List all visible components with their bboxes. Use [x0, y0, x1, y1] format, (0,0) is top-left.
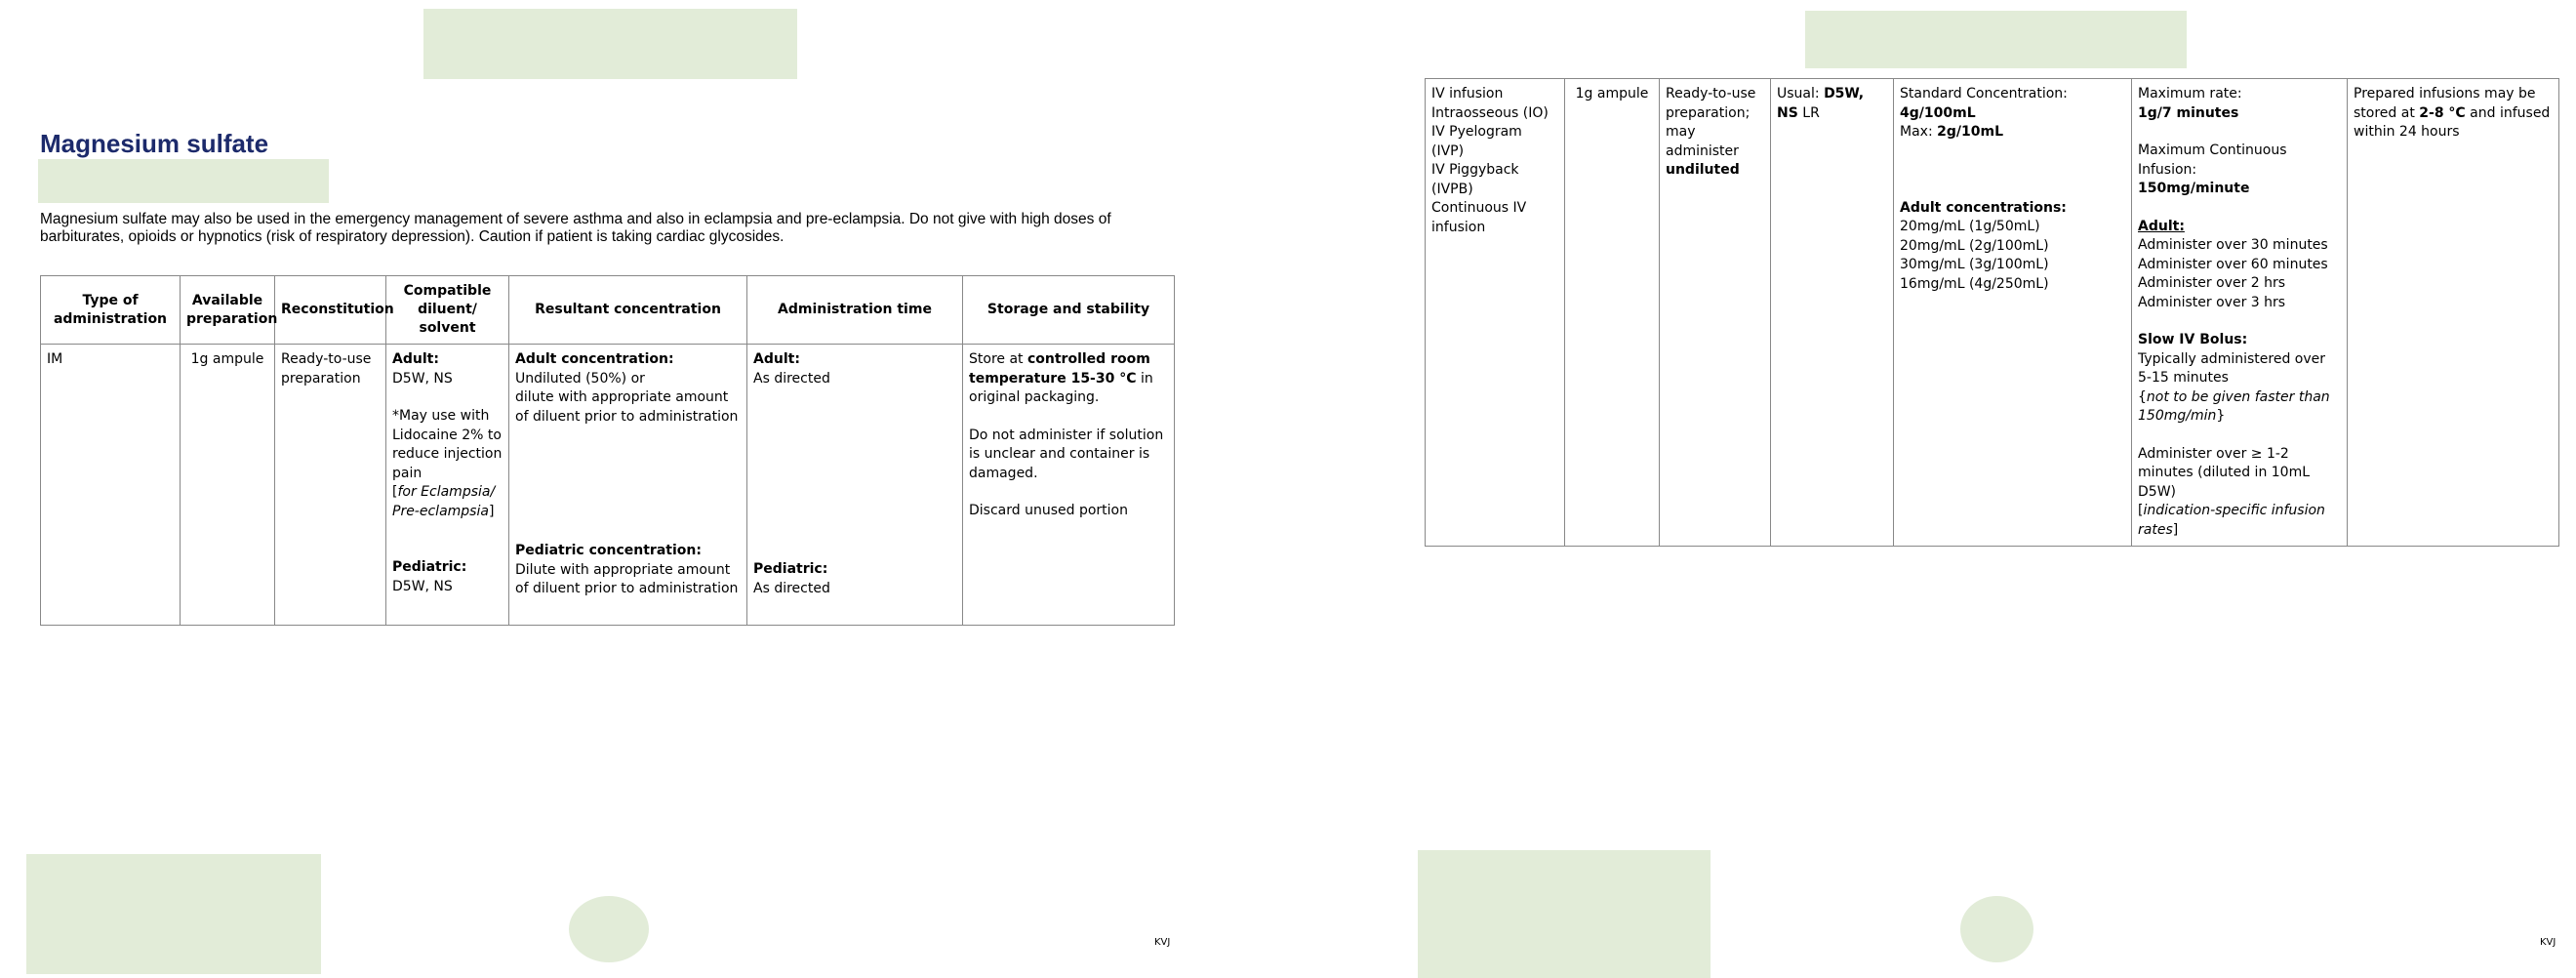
time-continuous-label: Maximum Continuous Infusion:: [2138, 143, 2287, 178]
conc-pediatric-label: Pediatric concentration:: [515, 543, 702, 558]
time-final-indication: [indication-specific infusion rates]: [2138, 503, 2325, 538]
redacted-logo: [1960, 896, 2033, 962]
time-adult-label: Adult:: [2138, 218, 2185, 234]
time-adult-value: As directed: [753, 370, 830, 387]
cell-concentration-im: [509, 345, 747, 626]
time-adult-item: Administer over 3 hrs: [2138, 294, 2286, 310]
type-continuous-iv: Continuous IV infusion: [1431, 200, 1527, 235]
cell-preparation-iv: 1g ampule: [1565, 79, 1660, 547]
header-diluent: Compatible diluent/ solvent: [386, 276, 509, 345]
type-intraosseous: Intraosseous (IO): [1431, 104, 1549, 121]
conc-adult-line1: Undiluted (50%) or: [515, 370, 645, 387]
time-adult-item: Administer over 2 hrs: [2138, 275, 2286, 291]
redacted-logo: [569, 896, 649, 962]
conc-pediatric-value: Dilute with appropriate amount of diluent prior to administration: [515, 561, 739, 596]
header-reconstitution: Reconstitution: [275, 276, 386, 345]
type-iv-infusion: IV infusion: [1431, 86, 1504, 102]
conc-adult-label: Adult concentrations:: [1900, 199, 2067, 216]
time-max-rate-value: 1g/7 minutes: [2138, 104, 2239, 121]
page-title: Magnesium sulfate: [40, 129, 269, 158]
conc-standard-value: 4g/100mL: [1900, 104, 1976, 121]
drug-table-right: [1425, 78, 2559, 547]
cell-admin-time-iv: [2132, 79, 2348, 547]
time-bolus-line: Typically administered over 5-15 minutes: [2138, 350, 2325, 386]
storage-temperature: Store at controlled room temperature 15-30 °C in original packaging.: [969, 351, 1153, 405]
time-bolus-limit: {not to be given faster than 150mg/min}: [2138, 388, 2330, 424]
diluent-adult-value: D5W, NS: [392, 370, 453, 387]
time-max-rate-label: Maximum rate:: [2138, 86, 2242, 102]
header-storage: Storage and stability: [963, 276, 1175, 345]
type-iv-piggyback: IV Piggyback (IVPB): [1431, 162, 1519, 197]
diluent-pediatric-value: D5W, NS: [392, 578, 453, 594]
intro-paragraph: Magnesium sulfate may also be used in the emergency management of severe asthma and also in eclampsia and pre-eclampsia. Do not give with high doses of barbiturates, opioids or hypnotics (risk of respiratory depression). Caution if patient is taking cardiac glycosides.: [40, 211, 1111, 245]
conc-adult-label: Adult concentration:: [515, 351, 674, 367]
recon-undiluted: undiluted: [1666, 162, 1740, 178]
cell-storage-iv: Prepared infusions may be stored at 2-8 °C and infused within 24 hours: [2348, 79, 2559, 547]
storage-discard: Discard unused portion: [969, 503, 1128, 518]
conc-adult-item: 30mg/mL (3g/100mL): [1900, 257, 2049, 272]
conc-max: Max: 2g/10mL: [1900, 124, 2003, 140]
table-row-iv: [1426, 79, 2559, 547]
redacted-subtitle-block: [38, 159, 329, 203]
header-concentration: Resultant concentration: [509, 276, 747, 345]
cell-type-iv: [1426, 79, 1565, 547]
cell-storage-im: [963, 345, 1175, 626]
table-row-im: [41, 345, 1175, 626]
table-header-row: [41, 276, 1175, 345]
time-bolus-label: Slow IV Bolus:: [2138, 332, 2248, 347]
conc-adult-item: 20mg/mL (2g/100mL): [1900, 237, 2049, 254]
diluent-note: *May use with Lidocaine 2% to reduce injection pain: [392, 408, 503, 481]
cell-reconstitution-iv: Ready-to-use preparation; may administer undiluted: [1660, 79, 1771, 547]
diluent-pediatric-label: Pediatric:: [392, 559, 467, 575]
header-preparation: Available preparation: [181, 276, 275, 345]
time-final-line: Administer over ≥ 1-2 minutes (diluted in 10mL D5W): [2138, 445, 2311, 500]
storage-warning: Do not administer if solution is unclear and container is damaged.: [969, 427, 1164, 481]
time-adult-item: Administer over 30 minutes: [2138, 237, 2328, 253]
conc-adult-item: 20mg/mL (1g/50mL): [1900, 219, 2040, 234]
cell-concentration-iv: [1894, 79, 2132, 547]
conc-adult-item: 16mg/mL (4g/250mL): [1900, 275, 2049, 292]
time-pediatric-value: As directed: [753, 580, 830, 596]
type-iv-pyelogram: IV Pyelogram (IVP): [1431, 124, 1522, 159]
cell-reconstitution-im: Ready-to-use preparation: [275, 345, 386, 626]
redacted-header-block: [1805, 11, 2187, 68]
conc-standard-label: Standard Concentration:: [1900, 86, 2068, 102]
diluent-note-indication: [for Eclampsia/ Pre-eclampsia]: [392, 484, 496, 519]
time-adult-item: Administer over 60 minutes: [2138, 256, 2328, 272]
cell-diluent-im: [386, 345, 509, 626]
redacted-header-block: [423, 9, 797, 79]
time-continuous-value: 150mg/minute: [2138, 181, 2250, 196]
cell-admin-time-im: [747, 345, 963, 626]
footer-initials: KVJ: [1154, 937, 1171, 948]
document-page-right: [1386, 0, 2576, 977]
diluent-adult-label: Adult:: [392, 351, 439, 367]
header-admin-time: Administration time: [747, 276, 963, 345]
footer-initials: KVJ: [2540, 937, 2556, 948]
cell-preparation-im: 1g ampule: [181, 345, 275, 626]
redacted-footer-block: [26, 854, 321, 974]
redacted-footer-block: [1418, 850, 1711, 978]
cell-type-im: IM: [41, 345, 181, 626]
document-page-left: [0, 0, 1278, 977]
time-pediatric-label: Pediatric:: [753, 561, 828, 577]
drug-table-left: [40, 275, 1175, 626]
time-adult-label: Adult:: [753, 351, 800, 367]
header-type: Type of administration: [41, 276, 181, 345]
cell-diluent-iv: Usual: D5W, NS LR: [1771, 79, 1894, 547]
conc-adult-line2: dilute with appropriate amount of diluent prior to administration: [515, 389, 739, 425]
